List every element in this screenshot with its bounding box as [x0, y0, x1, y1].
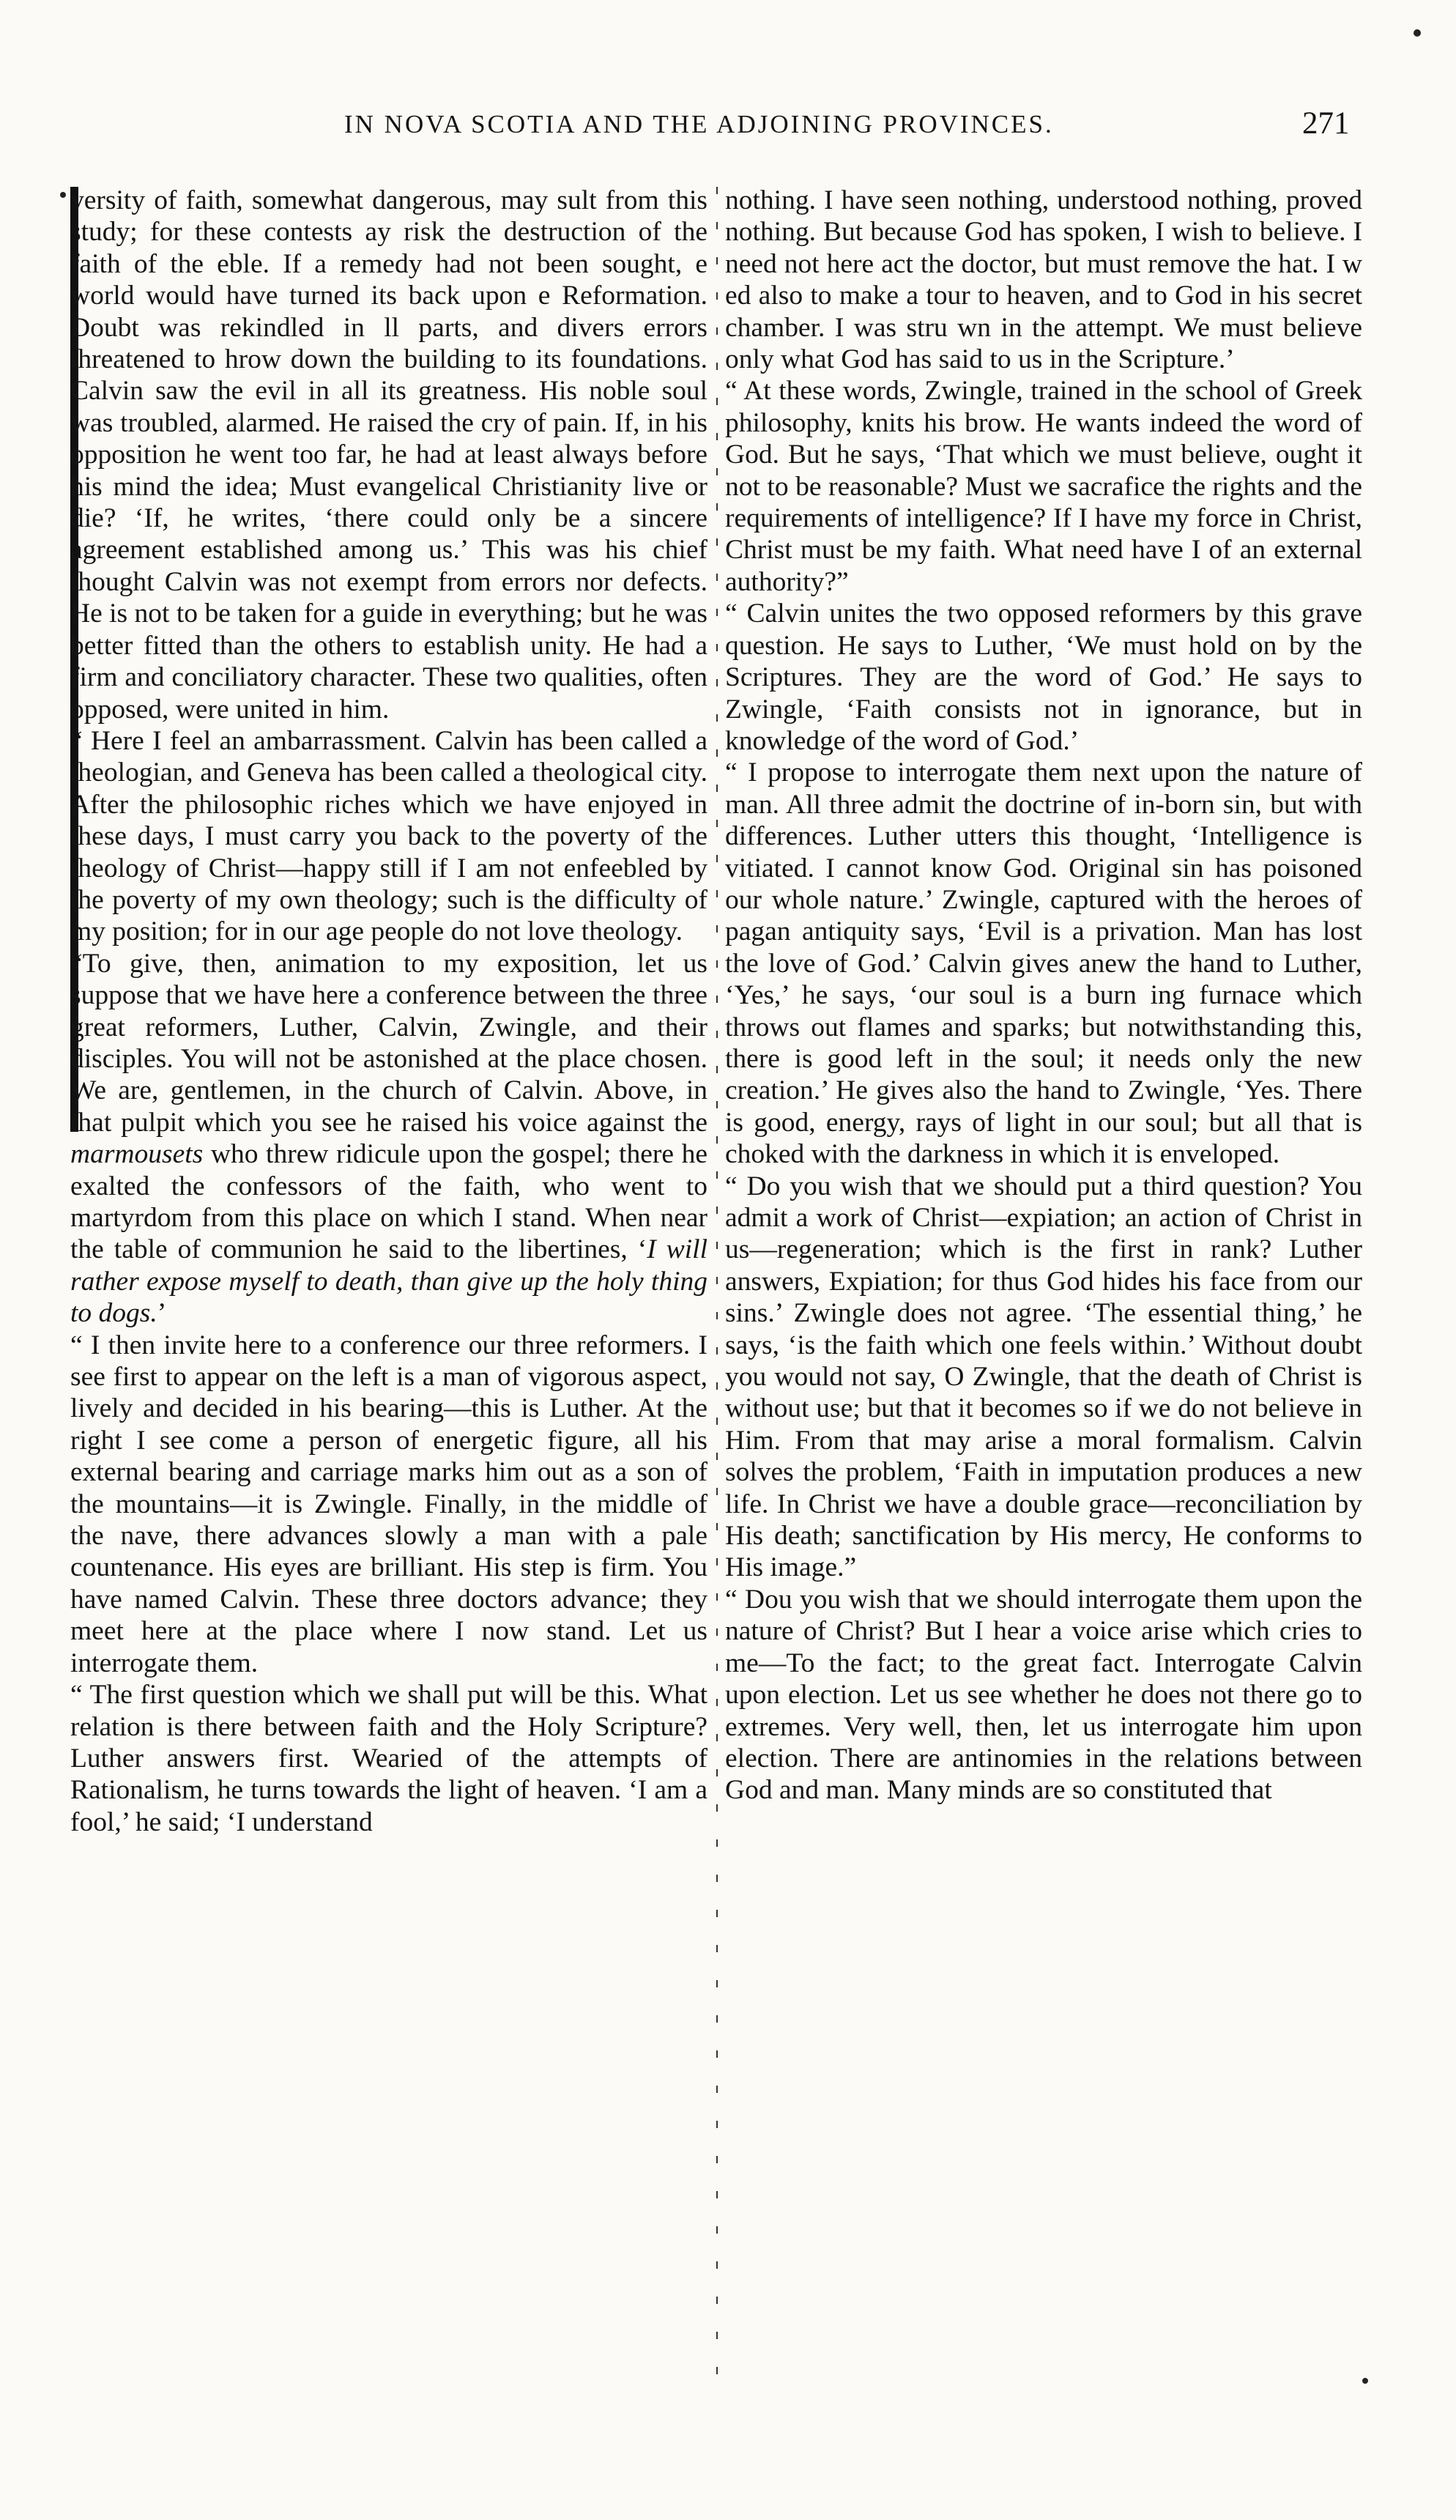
column-divider — [716, 187, 718, 2388]
speck-mark — [1414, 29, 1421, 37]
paragraph: “ Here I feel an ambarrassment. Calvin has been called a theologian, and Geneva has been called a theological city. After the philosophic riches which we have enjoyed in these days, I must carry you back to the poverty of the theology of Christ—happy still if I am not enfeebled by the poverty of my own theology; such is the difficulty of my position; for in our age people do not love theology. — [70, 725, 707, 947]
speck-mark — [1362, 2378, 1368, 2384]
paragraph-text: “To give, then, animation to my exposition, let us suppose that we have here a conference between the three great reformers, Luther, Calvin, Zwingle, and their disciples. You will not be astonished at the place chosen. We are, gentlemen, in the church of Calvin. Above, in that pulpit which you see he raised his voice against the — [70, 948, 707, 1138]
quote-close: ’ — [157, 1298, 167, 1329]
paragraph: “ At these words, Zwingle, trained in the school of Greek philosophy, knits his brow. He wants indeed the word of God. But he says, ‘That which we must believe, ought it not to be reasonable? Must we sacrafice the rights and the requirements of intelligence? If I have my force in Christ, Christ must be my faith. What need have I of an external authority?” — [725, 376, 1362, 597]
paragraph: “ The first question which we shall put will be this. What relation is there between faith and the Holy Scripture? Luther answers first. Wearied of the attempts of Rationalism, he turns towards the light of heaven. ‘I am a fool,’ he said; ‘I understand — [70, 1680, 707, 1837]
italic-text: marmousets — [70, 1139, 204, 1170]
paragraph: “ I propose to interrogate them next upon the nature of man. All three admit the doctrine of in-born sin, but with differences. Luther utters this thought, ‘Intelligence is vitiated. I cannot know God. Original sin has poisoned our whole nature.’ Zwingle, captured with the heroes of pagan antiquity says, ‘Evil is a privation. Man has lost the love of God.’ Calvin gives anew the hand to Luther, ‘Yes,’ he says, ‘our soul is a burn ing furnace which throws out flames and sparks; but notwithstanding this, there is good left in the soul; it needs only the new creation.’ He gives also the hand to Zwingle, ‘Yes. There is good, energy, rays of light in our soul; but all that is choked with the darkness in which it is enveloped. — [725, 757, 1362, 1170]
speck-mark — [60, 192, 66, 198]
right-column — [725, 185, 1362, 1806]
paragraph: “ Calvin unites the two opposed reformers by this grave question. He says to Luther, ‘We must hold on by the Scriptures. They are the word of God.’ He says to Zwingle, ‘Faith consists not in ignorance, but in knowledge of the word of God.’ — [725, 598, 1362, 756]
paragraph: versity of faith, somewhat dangerous, may sult from this study; for these contests ay risk the destruction of the faith of the eble. If a remedy had not been sought, e world would have turned its back upon e Reformation. Doubt was rekindled in ll parts, and divers errors threatened to hrow down the building to its foundations. Calvin saw the evil in all its greatness. His noble soul was troubled, alarmed. He raised the cry of pain. If, in his opposition he went too far, he had at least always before his mind the idea; Must evangelical Christianity live or die? ‘If, he writes, ‘there could only be a sincere agreement established among us.’ This was his chief thought Calvin was not exempt from errors nor defects. He is not to be taken for a guide in everything; but he was better fitted than the others to establish unity. He had a firm and conciliatory character. These two qualities, often opposed, were united in him. — [70, 185, 707, 724]
left-column — [70, 185, 707, 1838]
italic-quote: I will rather expose myself to death, than give up the holy thing to dogs. — [70, 1234, 707, 1329]
running-title: IN NOVA SCOTIA AND THE ADJOINING PROVINCES. — [344, 110, 1054, 138]
paragraph: nothing. I have seen nothing, understood nothing, proved nothing. But because God has spoken, I wish to believe. I need not here act the doctor, but must remove the hat. I w ed also to make a tour to heaven, and to God in his secret chamber. I was stru wn in the attempt. We must believe only what God has said to us in the Scripture.’ — [725, 185, 1362, 375]
page-number: 271 — [1302, 106, 1350, 141]
running-header — [0, 106, 1456, 154]
paragraph-text: who threw ridicule upon the gospel; there he exalted the confessors of the faith, who went to martyrdom from this place on which I stand. When near the table of communion he said to the libertines, ‘ — [70, 1139, 707, 1265]
paragraph — [70, 948, 707, 1330]
paragraph: “ Dou you wish that we should interrogate them upon the nature of Christ? But I hear a voice arise which cries to me—To the fact; to the great fact. Interrogate Calvin upon election. Let us see whether he does not there go to extremes. Very well, then, let us interrogate him upon election. There are antinomies in the relations between God and man. Many minds are so constituted that — [725, 1584, 1362, 1806]
paragraph: “ Do you wish that we should put a third question? You admit a work of Christ—expiation; an action of Christ in us—regeneration; which is the first in rank? Luther answers, Expiation; for thus God hides his face from our sins.’ Zwingle does not agree. ‘The essential thing,’ he says, ‘is the faith which one feels within.’ Without doubt you would not say, O Zwingle, that the death of Christ is without use; but that it becomes so if we do not believe in Him. From that may arise a moral formalism. Calvin solves the problem, ‘Faith in imputation produces a new life. In Christ we have a double grace—reconciliation by His death; sanctification by His mercy, He conforms to His image.” — [725, 1171, 1362, 1583]
paragraph: “ I then invite here to a conference our three reformers. I see first to appear on the left is a man of vigorous aspect, lively and decided in his bearing—this is Luther. At the right I see come a person of energetic figure, all his external bearing and carriage marks him out as a son of the mountains—it is Zwingle. Finally, in the middle of the nave, there advances slowly a man with a pale countenance. His eyes are brilliant. His step is firm. You have named Calvin. These three doctors advance; they meet here at the place where I now stand. Let us interrogate them. — [70, 1330, 707, 1678]
